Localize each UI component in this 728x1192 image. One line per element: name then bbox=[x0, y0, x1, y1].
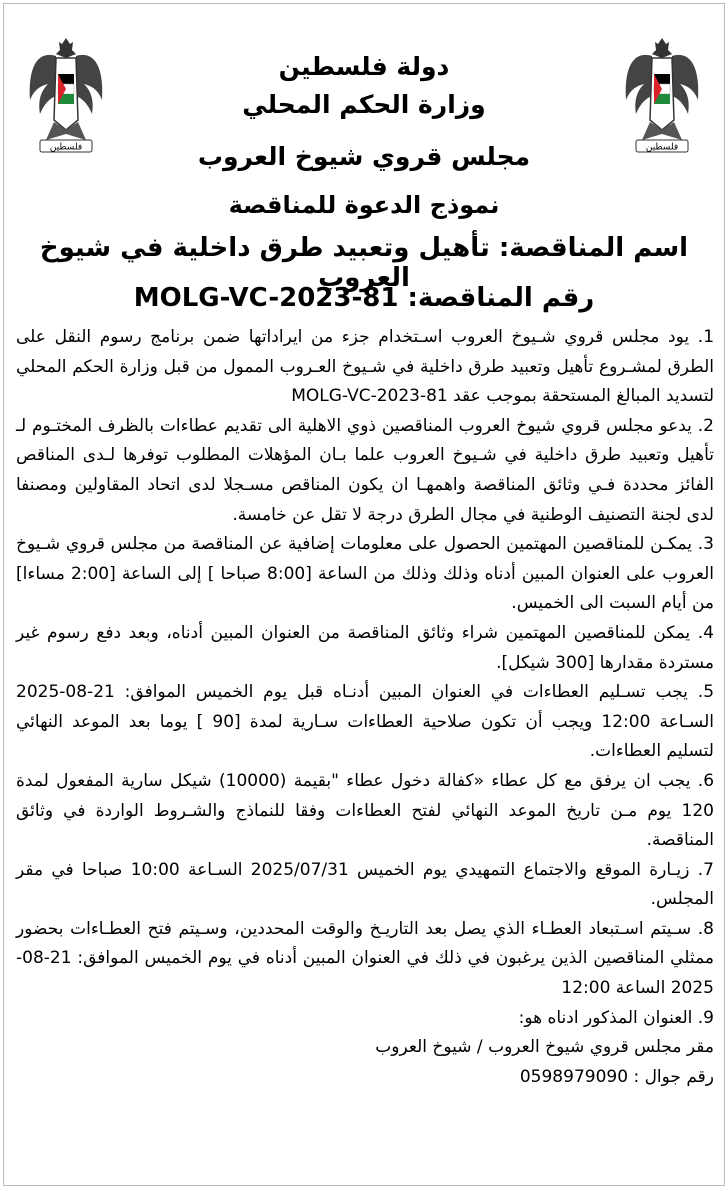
phone-line bbox=[16, 1063, 714, 1093]
clause-number: 3. bbox=[697, 534, 714, 555]
tender-clauses bbox=[16, 323, 714, 1092]
clause-text: يدعو مجلس قروي شيوخ العروب المناقصين ذوي الاهلية الى تقديم عطاءات بالظرف المختـوم لـ تأهيل وتعبيد طرق داخلية في شـيوخ العروب علما بـان المؤهلات المطلوب توفرها لـدى المناقص الفائز محددة فـي وثائق المناقصة واهمهـا ان يكون المناقص مسـجلا لدى اتحاد المقاولين ومصنفا لدى لجنة التصنيف الوطنية في مجال الطرق درجة لا تقل عن خامسة. bbox=[16, 415, 714, 525]
clause-number: 5. bbox=[697, 682, 715, 703]
clause-text: يمكن للمناقصين المهتمين شراء وثائق المناقصة من العنوان المبين أدناه، وبعد دفع رسوم غير مستردة مقدارها [300 شيكل]. bbox=[16, 622, 714, 673]
clause-2 bbox=[16, 412, 714, 530]
clause-8 bbox=[16, 915, 714, 1004]
clause-text: زيـارة الموقع والاجتماع التمهيدي يوم الخميس 2025/07/31 السـاعة 10:00 صباحا في مقر المجلس. bbox=[16, 859, 714, 910]
clause-number: 2. bbox=[697, 415, 714, 436]
clause-3 bbox=[16, 530, 714, 619]
eagle-emblem-icon bbox=[26, 30, 106, 162]
form-title: نموذج الدعوة للمناقصة bbox=[228, 191, 500, 219]
clause-number: 4. bbox=[697, 622, 714, 643]
clause-text: يود مجلس قروي شـيوخ العروب اسـتخدام جزء من ايراداتها ضمن برنامج رسوم النقل على الطرق لمشـروع تأهيل وتعبيد طرق داخلية في شـيوخ العـروب الممول من قبل وزارة الحكم المحلي لتسديد المبالغ المستحقة بموجب عقد MOLG-VC-2023-81 bbox=[16, 327, 714, 407]
clause-text: سـيتم اسـتبعاد العطـاء الذي يصل بعد التاريـخ والوقت المحددين، وسـيتم فتح العطـاءات بحضور ممثلي المناقصين الذين يرغبون في ذلك في العنوان المبين أدناه في يوم الخميس الموافق: 21-08-2025 الساعة 12:00 bbox=[16, 918, 714, 999]
clause-number: 8. bbox=[697, 918, 714, 939]
tender-name-label: اسم المناقصة: bbox=[498, 233, 689, 263]
clause-number: 7. bbox=[697, 859, 714, 880]
clause-text: العنوان المذكور ادناه هو: bbox=[518, 1007, 693, 1028]
ministry-name: وزارة الحكم المحلي bbox=[242, 90, 486, 119]
emblem-caption: فلسطين bbox=[645, 142, 679, 153]
clause-4 bbox=[16, 619, 714, 678]
tender-number: MOLG-VC-2023-81 bbox=[133, 283, 399, 313]
clause-6 bbox=[16, 767, 714, 856]
clause-number: 1. bbox=[697, 327, 715, 347]
clause-number: 6. bbox=[697, 770, 715, 791]
clause-7 bbox=[16, 856, 714, 915]
palestine-emblem-left bbox=[26, 30, 106, 162]
address: مقر مجلس قروي شيوخ العروب / شيوخ العروب bbox=[375, 1037, 714, 1058]
clause-1 bbox=[16, 323, 714, 412]
tender-number-label: رقم المناقصة: bbox=[407, 283, 595, 313]
clause-text: يمكـن للمناقصين المهتمين الحصول على معلومات إضافية عن المناقصة من مجلس قروي شـيوخ العروب على العنوان المبين أدناه وذلك وذلك من الساعة [8:00 صباحا ] إلى الساعة [2:00 مساءا] من أيام السبت الى الخميس. bbox=[16, 534, 714, 614]
clause-number: 9. bbox=[697, 1007, 714, 1028]
tender-number-line bbox=[24, 283, 704, 313]
state-name: دولة فلسطين bbox=[278, 52, 450, 81]
phone-number: 0598979090 bbox=[519, 1066, 629, 1087]
council-name: مجلس قروي شيوخ العروب bbox=[197, 142, 531, 171]
emblem-caption: فلسطين bbox=[49, 142, 83, 153]
eagle-emblem-icon bbox=[622, 30, 702, 162]
palestine-emblem-right bbox=[622, 30, 702, 162]
phone-label: رقم جوال : bbox=[633, 1066, 714, 1087]
clause-5 bbox=[16, 678, 714, 767]
clause-9 bbox=[16, 1004, 714, 1034]
clause-text: يجب تسـليم العطاءات في العنوان المبين أدنـاه قبل يوم الخميس الموافق: 21-08-2025 السـاعة 12:00 ويجب أن تكون صلاحية العطاءات سـارية لمدة [90 ] يوما بعد الموعد النهائي لتسليم العطاءات. bbox=[16, 682, 714, 762]
clause-text: يجب ان يرفق مع كل عطاء «كفالة دخول عطاء "بقيمة (10000) شيكل سارية المفعول لمدة 120 يوم مـن تاريخ الموعد النهائي لفتح العطاءات وفقا للنماذج والشـروط الواردة في وثائق المناقصة. bbox=[16, 770, 714, 851]
tender-notice-page bbox=[3, 3, 725, 1186]
tender-name: تأهيل وتعبيد طرق داخلية في شيوخ العروب bbox=[39, 233, 490, 293]
